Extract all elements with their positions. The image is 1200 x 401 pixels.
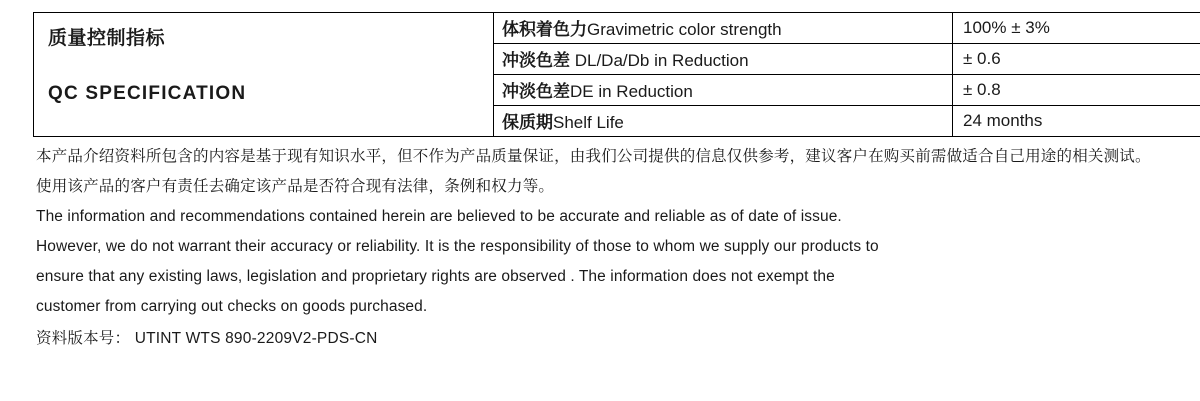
qc-parameter-english: Gravimetric color strength — [587, 20, 782, 39]
qc-parameter-cell — [494, 106, 953, 137]
qc-parameter-chinese: 体积着色力 — [502, 20, 587, 39]
disclaimer-chinese: 本产品介绍资料所包含的内容是基于现有知识水平，但不作为产品质量保证，由我们公司提供的信息仅供参考，建议客户在购买前需做适合自己用途的相关测试。使用该产品的客户有责任去确定该产品是否符合现有法律，条例和权力等。 — [36, 148, 1151, 195]
qc-parameter-cell — [494, 44, 953, 75]
qc-parameter-cell — [494, 75, 953, 106]
qc-title-chinese: 质量控制指标 — [48, 28, 166, 49]
qc-value-cell: ± 0.6 — [953, 44, 1200, 75]
table-row — [34, 13, 1200, 44]
qc-value-cell: ± 0.8 — [953, 75, 1200, 106]
document-version-label: 资料版本号： — [36, 330, 131, 347]
document-version — [36, 324, 1166, 354]
qc-title-english: QC SPECIFICATION — [48, 82, 247, 104]
disclaimer-english-line: However, we do not warrant their accuracy or reliability. It is the responsibility of those to whom we supply our products to — [36, 238, 879, 255]
qc-parameter-chinese: 保质期 — [502, 113, 553, 132]
qc-parameter-english: Shelf Life — [553, 113, 624, 132]
qc-parameter-english: DL/Da/Db in Reduction — [570, 51, 749, 70]
disclaimer-block — [36, 142, 1166, 354]
qc-parameter-english: DE in Reduction — [570, 82, 693, 101]
qc-parameter-chinese: 冲淡色差 — [502, 51, 570, 70]
qc-parameter-cell — [494, 13, 953, 44]
disclaimer-english-line: customer from carrying out checks on goods purchased. — [36, 298, 428, 315]
qc-specification-table — [33, 12, 1200, 137]
disclaimer-english-line: The information and recommendations contained herein are believed to be accurate and reliable as of date of issue. — [36, 208, 842, 225]
disclaimer-english — [36, 202, 1166, 322]
qc-value-cell: 100% ± 3% — [953, 13, 1200, 44]
qc-title-cell — [34, 13, 494, 137]
qc-value-cell: 24 months — [953, 106, 1200, 137]
disclaimer-english-line: ensure that any existing laws, legislation and proprietary rights are observed . The information does not exempt the — [36, 268, 835, 285]
document-version-value: UTINT WTS 890-2209V2-PDS-CN — [130, 330, 378, 347]
qc-parameter-chinese: 冲淡色差 — [502, 82, 570, 101]
